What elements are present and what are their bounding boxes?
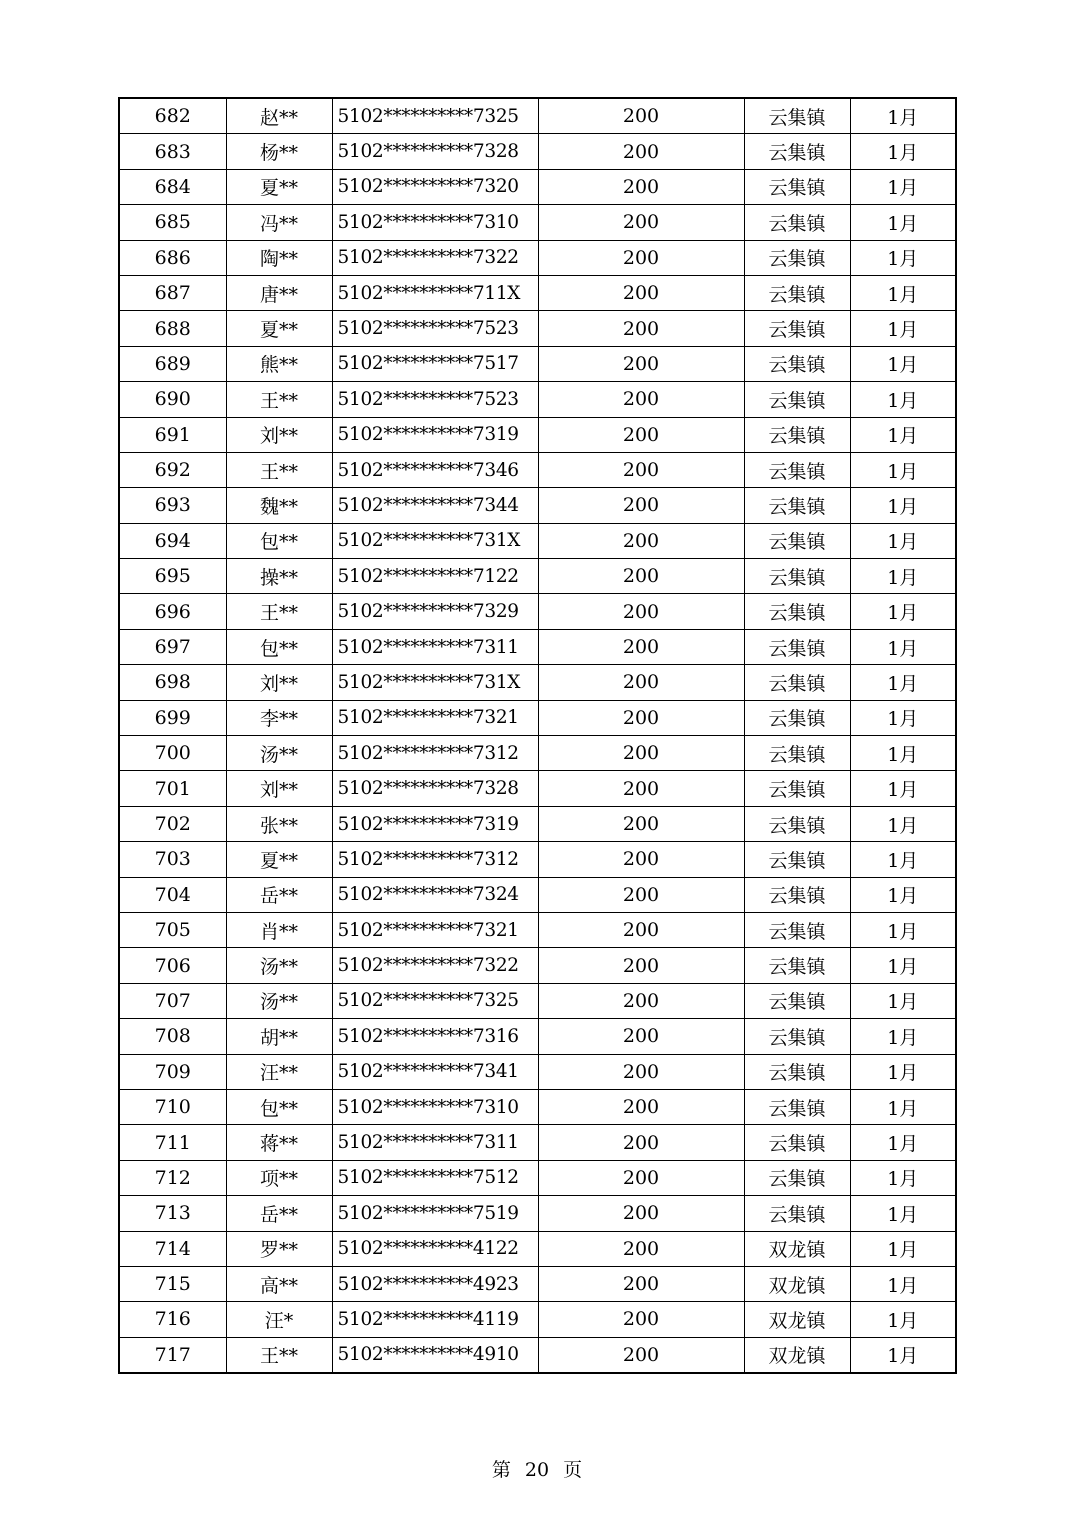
- table-row: [119, 1054, 956, 1089]
- cell-month: 1月: [850, 1302, 956, 1337]
- cell-serial-number: 700: [119, 736, 226, 771]
- cell-month: 1月: [850, 1160, 956, 1195]
- cell-id-number: 5102**********7328: [332, 771, 538, 806]
- cell-name: 包**: [226, 523, 332, 558]
- table-row: [119, 629, 956, 664]
- cell-town: 云集镇: [744, 169, 850, 204]
- cell-amount: 200: [538, 1337, 744, 1373]
- table-row: [119, 382, 956, 417]
- cell-name: 罗**: [226, 1231, 332, 1266]
- cell-amount: 200: [538, 771, 744, 806]
- table-row: [119, 240, 956, 275]
- cell-amount: 200: [538, 1302, 744, 1337]
- cell-serial-number: 682: [119, 98, 226, 134]
- table-row: [119, 1266, 956, 1301]
- cell-name: 汤**: [226, 736, 332, 771]
- cell-serial-number: 694: [119, 523, 226, 558]
- page-footer-suffix: 页: [563, 1459, 583, 1481]
- cell-amount: 200: [538, 700, 744, 735]
- cell-name: 唐**: [226, 275, 332, 310]
- cell-town: 云集镇: [744, 1019, 850, 1054]
- cell-name: 汪*: [226, 1302, 332, 1337]
- cell-town: 云集镇: [744, 1089, 850, 1124]
- cell-id-number: 5102**********7512: [332, 1160, 538, 1195]
- cell-amount: 200: [538, 912, 744, 947]
- cell-serial-number: 704: [119, 877, 226, 912]
- cell-id-number: 5102**********7329: [332, 594, 538, 629]
- table-row: [119, 205, 956, 240]
- cell-name: 包**: [226, 629, 332, 664]
- table-row: [119, 98, 956, 134]
- cell-amount: 200: [538, 1160, 744, 1195]
- cell-month: 1月: [850, 629, 956, 664]
- cell-id-number: 5102**********7312: [332, 842, 538, 877]
- cell-serial-number: 708: [119, 1019, 226, 1054]
- table-row: [119, 736, 956, 771]
- cell-month: 1月: [850, 382, 956, 417]
- cell-town: 云集镇: [744, 559, 850, 594]
- table-row: [119, 771, 956, 806]
- cell-name: 岳**: [226, 877, 332, 912]
- cell-serial-number: 686: [119, 240, 226, 275]
- table-row: [119, 1231, 956, 1266]
- cell-amount: 200: [538, 948, 744, 983]
- cell-town: 云集镇: [744, 948, 850, 983]
- table-row: [119, 346, 956, 381]
- cell-serial-number: 683: [119, 134, 226, 169]
- cell-id-number: 5102**********7322: [332, 240, 538, 275]
- table-row: [119, 1019, 956, 1054]
- cell-amount: 200: [538, 1054, 744, 1089]
- cell-name: 王**: [226, 1337, 332, 1373]
- cell-month: 1月: [850, 1266, 956, 1301]
- cell-name: 刘**: [226, 771, 332, 806]
- cell-serial-number: 716: [119, 1302, 226, 1337]
- cell-town: 云集镇: [744, 488, 850, 523]
- cell-serial-number: 717: [119, 1337, 226, 1373]
- cell-town: 云集镇: [744, 275, 850, 310]
- cell-town: 云集镇: [744, 629, 850, 664]
- cell-serial-number: 712: [119, 1160, 226, 1195]
- cell-id-number: 5102**********7321: [332, 912, 538, 947]
- cell-amount: 200: [538, 1089, 744, 1124]
- cell-serial-number: 697: [119, 629, 226, 664]
- cell-id-number: 5102**********4923: [332, 1266, 538, 1301]
- cell-town: 云集镇: [744, 311, 850, 346]
- cell-id-number: 5102**********711X: [332, 275, 538, 310]
- cell-town: 云集镇: [744, 346, 850, 381]
- page-footer-prefix: 第: [491, 1459, 511, 1481]
- cell-amount: 200: [538, 736, 744, 771]
- cell-month: 1月: [850, 1337, 956, 1373]
- cell-id-number: 5102**********7310: [332, 1089, 538, 1124]
- cell-name: 陶**: [226, 240, 332, 275]
- cell-month: 1月: [850, 594, 956, 629]
- cell-serial-number: 710: [119, 1089, 226, 1124]
- cell-serial-number: 688: [119, 311, 226, 346]
- cell-id-number: 5102**********4910: [332, 1337, 538, 1373]
- cell-id-number: 5102**********731X: [332, 523, 538, 558]
- cell-month: 1月: [850, 665, 956, 700]
- cell-amount: 200: [538, 417, 744, 452]
- cell-id-number: 5102**********7319: [332, 806, 538, 841]
- table-row: [119, 842, 956, 877]
- cell-amount: 200: [538, 523, 744, 558]
- cell-id-number: 5102**********7320: [332, 169, 538, 204]
- cell-town: 双龙镇: [744, 1337, 850, 1373]
- cell-town: 云集镇: [744, 665, 850, 700]
- table-row: [119, 523, 956, 558]
- cell-town: 双龙镇: [744, 1302, 850, 1337]
- cell-serial-number: 689: [119, 346, 226, 381]
- cell-town: 云集镇: [744, 1160, 850, 1195]
- table-row: [119, 948, 956, 983]
- cell-month: 1月: [850, 842, 956, 877]
- table-row: [119, 1302, 956, 1337]
- cell-amount: 200: [538, 169, 744, 204]
- cell-month: 1月: [850, 275, 956, 310]
- cell-id-number: 5102**********7324: [332, 877, 538, 912]
- cell-amount: 200: [538, 629, 744, 664]
- cell-amount: 200: [538, 275, 744, 310]
- cell-month: 1月: [850, 1196, 956, 1231]
- data-table: [118, 97, 957, 1374]
- cell-month: 1月: [850, 523, 956, 558]
- cell-amount: 200: [538, 452, 744, 487]
- cell-month: 1月: [850, 240, 956, 275]
- cell-amount: 200: [538, 1019, 744, 1054]
- cell-month: 1月: [850, 1054, 956, 1089]
- cell-id-number: 5102**********7519: [332, 1196, 538, 1231]
- cell-month: 1月: [850, 771, 956, 806]
- cell-serial-number: 706: [119, 948, 226, 983]
- cell-serial-number: 703: [119, 842, 226, 877]
- cell-amount: 200: [538, 98, 744, 134]
- cell-id-number: 5102**********7523: [332, 311, 538, 346]
- cell-town: 云集镇: [744, 700, 850, 735]
- cell-amount: 200: [538, 134, 744, 169]
- cell-id-number: 5102**********7344: [332, 488, 538, 523]
- cell-amount: 200: [538, 559, 744, 594]
- cell-serial-number: 714: [119, 1231, 226, 1266]
- cell-month: 1月: [850, 806, 956, 841]
- cell-month: 1月: [850, 948, 956, 983]
- cell-month: 1月: [850, 736, 956, 771]
- cell-name: 王**: [226, 452, 332, 487]
- cell-amount: 200: [538, 311, 744, 346]
- cell-id-number: 5102**********4119: [332, 1302, 538, 1337]
- cell-month: 1月: [850, 346, 956, 381]
- cell-name: 汤**: [226, 948, 332, 983]
- cell-name: 王**: [226, 382, 332, 417]
- cell-town: 云集镇: [744, 417, 850, 452]
- cell-serial-number: 711: [119, 1125, 226, 1160]
- table-row: [119, 452, 956, 487]
- cell-amount: 200: [538, 594, 744, 629]
- cell-name: 夏**: [226, 169, 332, 204]
- cell-amount: 200: [538, 488, 744, 523]
- cell-id-number: 5102**********7310: [332, 205, 538, 240]
- cell-month: 1月: [850, 1019, 956, 1054]
- cell-town: 云集镇: [744, 877, 850, 912]
- cell-serial-number: 709: [119, 1054, 226, 1089]
- cell-name: 夏**: [226, 842, 332, 877]
- cell-month: 1月: [850, 452, 956, 487]
- cell-amount: 200: [538, 1196, 744, 1231]
- cell-id-number: 5102**********7321: [332, 700, 538, 735]
- cell-town: 云集镇: [744, 98, 850, 134]
- cell-amount: 200: [538, 382, 744, 417]
- cell-serial-number: 690: [119, 382, 226, 417]
- table-row: [119, 806, 956, 841]
- cell-amount: 200: [538, 665, 744, 700]
- cell-town: 云集镇: [744, 842, 850, 877]
- cell-month: 1月: [850, 134, 956, 169]
- cell-serial-number: 699: [119, 700, 226, 735]
- cell-amount: 200: [538, 205, 744, 240]
- cell-name: 刘**: [226, 417, 332, 452]
- cell-serial-number: 701: [119, 771, 226, 806]
- cell-month: 1月: [850, 1089, 956, 1124]
- cell-id-number: 5102**********7311: [332, 629, 538, 664]
- cell-name: 肖**: [226, 912, 332, 947]
- cell-month: 1月: [850, 98, 956, 134]
- table-row: [119, 417, 956, 452]
- cell-town: 云集镇: [744, 452, 850, 487]
- cell-id-number: 5102**********4122: [332, 1231, 538, 1266]
- cell-month: 1月: [850, 311, 956, 346]
- cell-name: 刘**: [226, 665, 332, 700]
- cell-town: 云集镇: [744, 240, 850, 275]
- cell-serial-number: 692: [119, 452, 226, 487]
- cell-amount: 200: [538, 842, 744, 877]
- cell-town: 云集镇: [744, 912, 850, 947]
- cell-serial-number: 691: [119, 417, 226, 452]
- cell-month: 1月: [850, 1231, 956, 1266]
- cell-amount: 200: [538, 877, 744, 912]
- table-body: [119, 98, 956, 1373]
- table-row: [119, 1337, 956, 1373]
- cell-town: 云集镇: [744, 771, 850, 806]
- cell-serial-number: 705: [119, 912, 226, 947]
- cell-name: 李**: [226, 700, 332, 735]
- cell-amount: 200: [538, 983, 744, 1018]
- cell-month: 1月: [850, 912, 956, 947]
- table-row: [119, 488, 956, 523]
- cell-amount: 200: [538, 1266, 744, 1301]
- cell-amount: 200: [538, 346, 744, 381]
- table-row: [119, 275, 956, 310]
- cell-id-number: 5102**********7325: [332, 983, 538, 1018]
- cell-name: 张**: [226, 806, 332, 841]
- table-row: [119, 134, 956, 169]
- cell-id-number: 5102**********7319: [332, 417, 538, 452]
- cell-name: 杨**: [226, 134, 332, 169]
- cell-amount: 200: [538, 1231, 744, 1266]
- cell-id-number: 5102**********7122: [332, 559, 538, 594]
- table-row: [119, 983, 956, 1018]
- cell-month: 1月: [850, 417, 956, 452]
- cell-name: 夏**: [226, 311, 332, 346]
- table-row: [119, 594, 956, 629]
- cell-month: 1月: [850, 488, 956, 523]
- cell-month: 1月: [850, 205, 956, 240]
- cell-id-number: 5102**********731X: [332, 665, 538, 700]
- cell-id-number: 5102**********7517: [332, 346, 538, 381]
- cell-serial-number: 715: [119, 1266, 226, 1301]
- cell-serial-number: 693: [119, 488, 226, 523]
- cell-name: 魏**: [226, 488, 332, 523]
- page-number: 20: [524, 1459, 550, 1481]
- cell-town: 云集镇: [744, 806, 850, 841]
- cell-month: 1月: [850, 1125, 956, 1160]
- cell-serial-number: 685: [119, 205, 226, 240]
- cell-town: 云集镇: [744, 205, 850, 240]
- cell-id-number: 5102**********7311: [332, 1125, 538, 1160]
- cell-town: 双龙镇: [744, 1266, 850, 1301]
- cell-name: 胡**: [226, 1019, 332, 1054]
- cell-month: 1月: [850, 983, 956, 1018]
- cell-name: 蒋**: [226, 1125, 332, 1160]
- table-row: [119, 559, 956, 594]
- cell-town: 双龙镇: [744, 1231, 850, 1266]
- cell-name: 包**: [226, 1089, 332, 1124]
- table-row: [119, 311, 956, 346]
- cell-name: 项**: [226, 1160, 332, 1195]
- cell-town: 云集镇: [744, 382, 850, 417]
- cell-serial-number: 684: [119, 169, 226, 204]
- cell-serial-number: 698: [119, 665, 226, 700]
- table-row: [119, 877, 956, 912]
- cell-id-number: 5102**********7312: [332, 736, 538, 771]
- cell-name: 汪**: [226, 1054, 332, 1089]
- cell-id-number: 5102**********7322: [332, 948, 538, 983]
- cell-amount: 200: [538, 1125, 744, 1160]
- cell-serial-number: 687: [119, 275, 226, 310]
- table-row: [119, 1089, 956, 1124]
- cell-name: 操**: [226, 559, 332, 594]
- table-row: [119, 700, 956, 735]
- cell-month: 1月: [850, 559, 956, 594]
- page-footer: [0, 1455, 1074, 1482]
- cell-serial-number: 702: [119, 806, 226, 841]
- table-row: [119, 169, 956, 204]
- cell-id-number: 5102**********7328: [332, 134, 538, 169]
- table-row: [119, 1125, 956, 1160]
- cell-id-number: 5102**********7523: [332, 382, 538, 417]
- cell-id-number: 5102**********7316: [332, 1019, 538, 1054]
- cell-serial-number: 696: [119, 594, 226, 629]
- cell-id-number: 5102**********7346: [332, 452, 538, 487]
- table-row: [119, 912, 956, 947]
- cell-month: 1月: [850, 169, 956, 204]
- cell-serial-number: 695: [119, 559, 226, 594]
- cell-town: 云集镇: [744, 523, 850, 558]
- cell-month: 1月: [850, 877, 956, 912]
- cell-name: 汤**: [226, 983, 332, 1018]
- cell-name: 熊**: [226, 346, 332, 381]
- cell-town: 云集镇: [744, 736, 850, 771]
- cell-town: 云集镇: [744, 1125, 850, 1160]
- cell-name: 冯**: [226, 205, 332, 240]
- cell-amount: 200: [538, 806, 744, 841]
- cell-serial-number: 713: [119, 1196, 226, 1231]
- cell-id-number: 5102**********7325: [332, 98, 538, 134]
- cell-serial-number: 707: [119, 983, 226, 1018]
- cell-town: 云集镇: [744, 1054, 850, 1089]
- table-row: [119, 665, 956, 700]
- cell-month: 1月: [850, 700, 956, 735]
- cell-name: 赵**: [226, 98, 332, 134]
- cell-name: 王**: [226, 594, 332, 629]
- cell-amount: 200: [538, 240, 744, 275]
- cell-town: 云集镇: [744, 134, 850, 169]
- cell-name: 岳**: [226, 1196, 332, 1231]
- table-row: [119, 1160, 956, 1195]
- cell-id-number: 5102**********7341: [332, 1054, 538, 1089]
- cell-town: 云集镇: [744, 594, 850, 629]
- table-row: [119, 1196, 956, 1231]
- cell-town: 云集镇: [744, 983, 850, 1018]
- cell-town: 云集镇: [744, 1196, 850, 1231]
- cell-name: 高**: [226, 1266, 332, 1301]
